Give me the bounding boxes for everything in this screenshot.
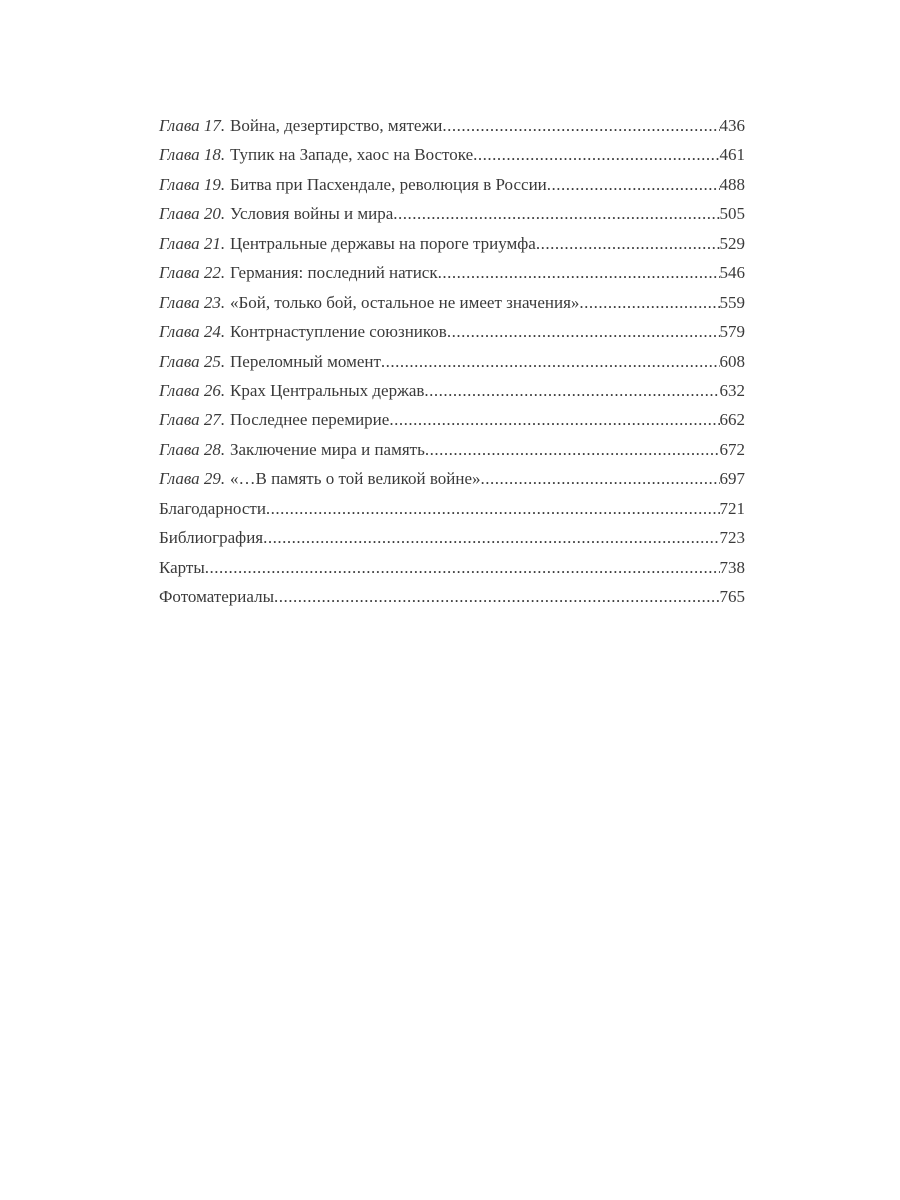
dot-leader bbox=[473, 140, 719, 169]
page-number: 461 bbox=[719, 145, 745, 165]
dot-leader bbox=[266, 494, 720, 523]
chapter-label: Глава 28. bbox=[159, 439, 226, 459]
backmatter-title: Благодарности bbox=[159, 498, 266, 518]
page-number: 579 bbox=[719, 322, 745, 342]
chapter-title: Германия: последний натиск bbox=[230, 263, 438, 283]
toc-entry bbox=[159, 229, 745, 258]
chapter-label: Глава 22. bbox=[159, 263, 226, 283]
toc-entry-backmatter bbox=[159, 582, 745, 611]
page-number: 546 bbox=[719, 263, 745, 283]
toc-entry bbox=[159, 376, 745, 405]
dot-leader bbox=[547, 170, 720, 199]
chapter-label: Глава 27. bbox=[159, 410, 226, 430]
dot-leader bbox=[263, 523, 719, 552]
page-number: 765 bbox=[719, 587, 745, 606]
page-number: 559 bbox=[719, 292, 745, 312]
toc-entry bbox=[159, 170, 745, 199]
toc-entry bbox=[159, 288, 745, 317]
backmatter-title: Фотоматериалы bbox=[159, 587, 275, 606]
chapter-title: Битва при Пасхендале, революция в России bbox=[230, 174, 547, 194]
dot-leader bbox=[481, 464, 720, 493]
chapter-label: Глава 21. bbox=[159, 233, 226, 253]
page-number: 529 bbox=[719, 233, 745, 253]
toc-entry bbox=[159, 199, 745, 228]
toc-entry-backmatter bbox=[159, 494, 745, 523]
chapter-label: Глава 23. bbox=[159, 292, 226, 312]
toc-entry bbox=[159, 464, 745, 493]
chapter-title: Условия войны и мира bbox=[230, 204, 394, 224]
chapter-label: Глава 24. bbox=[159, 322, 226, 342]
chapter-title: Война, дезертирство, мятежи bbox=[230, 116, 443, 135]
dot-leader bbox=[438, 258, 720, 287]
page-number: 608 bbox=[719, 351, 745, 371]
dot-leader bbox=[579, 288, 719, 317]
chapter-title: Центральные державы на пороге триумфа bbox=[230, 233, 536, 253]
chapter-label: Глава 25. bbox=[159, 351, 226, 371]
page-number: 723 bbox=[719, 528, 745, 548]
dot-leader bbox=[447, 317, 720, 346]
page-number: 721 bbox=[719, 498, 745, 518]
toc-entry bbox=[159, 258, 745, 287]
dot-leader bbox=[424, 376, 719, 405]
dot-leader bbox=[205, 553, 720, 582]
page-number: 662 bbox=[719, 410, 745, 430]
chapter-title: «Бой, только бой, остальное не имеет значения» bbox=[230, 292, 580, 312]
chapter-title: Заключение мира и память bbox=[230, 439, 425, 459]
page-number: 488 bbox=[719, 174, 745, 194]
table-of-contents bbox=[159, 111, 745, 611]
dot-leader bbox=[442, 111, 719, 140]
chapter-title: Контрнаступление союзников bbox=[230, 322, 447, 342]
dot-leader bbox=[274, 582, 719, 611]
chapter-title: Переломный момент bbox=[230, 351, 381, 371]
toc-entry bbox=[159, 435, 745, 464]
toc-entry bbox=[159, 111, 745, 140]
backmatter-title: Библиография bbox=[159, 528, 264, 548]
toc-entry bbox=[159, 317, 745, 346]
page-number: 436 bbox=[719, 116, 745, 135]
dot-leader bbox=[425, 435, 720, 464]
backmatter-title: Карты bbox=[159, 557, 205, 577]
toc-entry-backmatter bbox=[159, 553, 745, 582]
toc-entry bbox=[159, 405, 745, 434]
chapter-label: Глава 18. bbox=[159, 145, 226, 165]
dot-leader bbox=[536, 229, 720, 258]
chapter-label: Глава 17. bbox=[159, 116, 226, 135]
page-number: 505 bbox=[719, 204, 745, 224]
chapter-label: Глава 19. bbox=[159, 174, 226, 194]
page-number: 672 bbox=[719, 439, 745, 459]
toc-entry-backmatter bbox=[159, 523, 745, 552]
chapter-label: Глава 26. bbox=[159, 380, 226, 400]
chapter-label: Глава 29. bbox=[159, 469, 226, 489]
chapter-title: Крах Центральных держав bbox=[230, 380, 425, 400]
chapter-title: Тупик на Западе, хаос на Востоке bbox=[230, 145, 474, 165]
page-number: 697 bbox=[719, 469, 745, 489]
dot-leader bbox=[393, 199, 719, 228]
toc-entry bbox=[159, 140, 745, 169]
dot-leader bbox=[381, 347, 720, 376]
chapter-title: Последнее перемирие bbox=[230, 410, 390, 430]
chapter-label: Глава 20. bbox=[159, 204, 226, 224]
page-number: 738 bbox=[719, 557, 745, 577]
dot-leader bbox=[389, 405, 719, 434]
page-number: 632 bbox=[719, 380, 745, 400]
toc-entry bbox=[159, 347, 745, 376]
chapter-title: «…В память о той великой войне» bbox=[230, 469, 481, 489]
